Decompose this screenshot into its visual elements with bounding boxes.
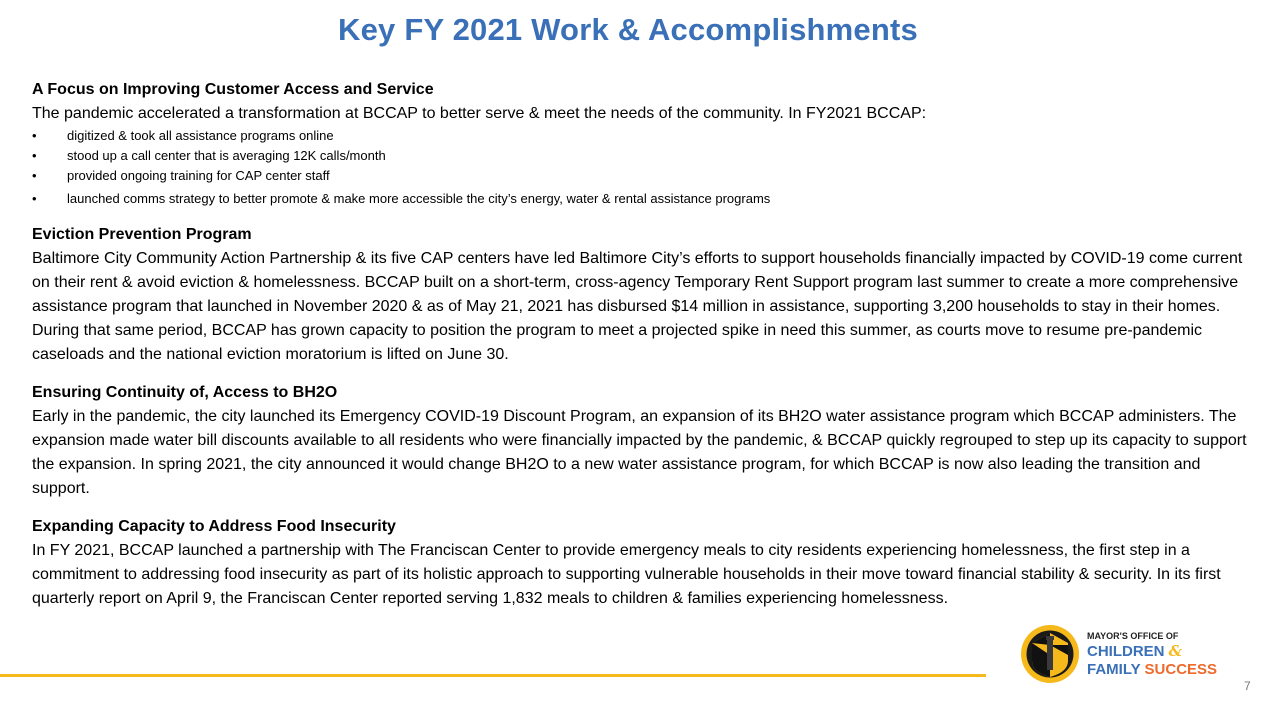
section-heading: Eviction Prevention Program — [32, 226, 252, 243]
logo-success: SUCCESS — [1144, 661, 1218, 678]
bullet-item: • stood up a call center that is averaging 12K calls/month — [32, 146, 1247, 166]
section-bh2o — [32, 381, 1247, 501]
logo-family: FAMILY — [1087, 661, 1141, 678]
accent-divider — [0, 674, 986, 677]
logo-ampersand: & — [1168, 642, 1183, 660]
bullet-item: • provided ongoing training for CAP center staff — [32, 166, 1247, 186]
logo-wordmark — [1087, 630, 1217, 679]
section-body: In FY 2021, BCCAP launched a partnership with The Franciscan Center to provide emergency meals to city residents experiencing homelessness, the first step in a commitment to addressing food insecurity as part of its holistic approach to supporting vulnerable households in their move toward financial stability & security. In its first quarterly report on April 9, the Franciscan Center reported serving 1,832 meals to children & families experiencing homelessness. — [32, 542, 1221, 607]
bullet-item: • digitized & took all assistance programs online — [32, 126, 1247, 146]
main-content — [32, 78, 1247, 625]
section-heading: Ensuring Continuity of, Access to BH2O — [32, 384, 338, 401]
section-heading: A Focus on Improving Customer Access and Service — [32, 81, 434, 98]
logo-line-mayors-office: MAYOR'S OFFICE OF — [1087, 631, 1179, 641]
city-seal-icon — [1020, 624, 1080, 684]
section-body: The pandemic accelerated a transformation at BCCAP to better serve & meet the needs of the community. In FY2021 BCCAP: — [32, 105, 927, 122]
page-number: 7 — [1244, 679, 1251, 693]
page-title: Key FY 2021 Work & Accomplishments — [338, 12, 918, 47]
logo-line-family-success — [1087, 661, 1217, 679]
section-heading: Expanding Capacity to Address Food Insecurity — [32, 518, 396, 535]
section-food-insecurity — [32, 515, 1247, 611]
section-eviction-prevention — [32, 223, 1247, 367]
logo-children: CHILDREN — [1087, 643, 1165, 660]
mocfs-logo — [1020, 624, 1240, 686]
logo-line-children — [1087, 642, 1217, 661]
section-body: Baltimore City Community Action Partnership & its five CAP centers have led Baltimore City’s efforts to support households financially impacted by COVID-19 come current on their rent & avoid eviction & homelessness. BCCAP built on a short-term, cross-agency Temporary Rent Support program last summer to create a more comprehensive assistance program that launched in November 2020 & as of May 21, 2021 has disbursed $14 million in assistance, supporting 3,200 households to stay in their homes. During that same period, BCCAP has grown capacity to position the program to meet a projected spike in need this summer, as courts move to resume pre-pandemic caseloads and the national eviction moratorium is lifted on June 30. — [32, 250, 1243, 363]
section-body: Early in the pandemic, the city launched its Emergency COVID-19 Discount Program, an expansion of its BH2O water assistance program which BCCAP administers. The expansion made water bill discounts available to all residents who were financially impacted by the pandemic, & BCCAP quickly regrouped to step up its capacity to support the expansion. In spring 2021, the city announced it would change BH2O to a new water assistance program, for which BCCAP is now also leading the transition and support. — [32, 408, 1247, 497]
bullet-item: • launched comms strategy to better promote & make more accessible the city’s energy, water & rental assistance programs — [32, 189, 1247, 209]
section-customer-access — [32, 78, 1247, 209]
bullet-list — [32, 126, 1247, 209]
